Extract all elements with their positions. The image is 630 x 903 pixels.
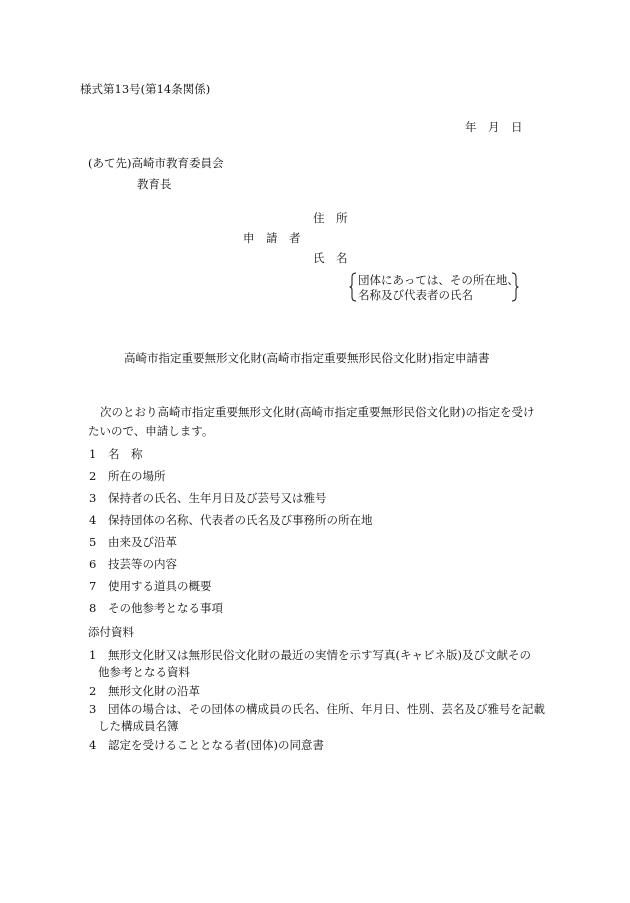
attachment-number: 4 (89, 738, 97, 752)
item-number: 7 (89, 579, 97, 593)
item-text: 保持者の氏名、生年月日及び芸号又は雅号 (108, 491, 327, 505)
item-text: その他参考となる事項 (108, 601, 223, 615)
item-number: 5 (89, 535, 97, 549)
item-text: 使用する道具の概要 (108, 579, 212, 593)
attachment-text: 無形文化財又は無形民俗文化財の最近の実情を示す写真(キャビネ版)及び文献その (108, 648, 531, 662)
item-text: 所在の場所 (108, 469, 166, 483)
item-number: 4 (89, 513, 97, 527)
attachment-text: 無形文化財の沿革 (108, 684, 200, 698)
item-number: 2 (89, 469, 97, 483)
item-number: 3 (89, 491, 97, 505)
attachment-number: 2 (89, 684, 97, 698)
addressee-title: 教育長 (137, 177, 172, 191)
addressee: (あて先)高崎市教育委員会 (88, 156, 224, 170)
note-line-1: 団体にあっては、その所在地、 (358, 273, 519, 287)
date-line: 年 月 日 (465, 120, 523, 134)
item-text: 技芸等の内容 (108, 557, 177, 571)
item-number: 6 (89, 557, 97, 571)
applicant-label: 申 請 者 (243, 231, 301, 245)
item-number: 1 (89, 447, 97, 461)
note-line-2: 名称及び代表者の氏名 (358, 288, 473, 302)
organization-note (349, 272, 519, 302)
item-number: 8 (89, 601, 97, 615)
document-title: 高崎市指定重要無形文化財(高崎市指定重要無形民俗文化財)指定申請書 (124, 351, 490, 365)
item-text: 由来及び沿革 (108, 535, 177, 549)
attachment-number: 3 (89, 702, 97, 716)
item-text: 名 称 (108, 447, 143, 461)
attachment-text: 認定を受けることとなる者(団体)の同意書 (108, 738, 324, 752)
address-label: 住 所 (313, 211, 348, 225)
attachments-heading: 添付資料 (88, 625, 134, 639)
attachment-number: 1 (89, 648, 97, 662)
form-number: 様式第13号(第14条関係) (80, 82, 211, 96)
intro-line-1: 次のとおり高崎市指定重要無形文化財(高崎市指定重要無形民俗文化財)の指定を受け (100, 405, 535, 419)
attachment-text-cont: 他参考となる資料 (98, 665, 190, 679)
name-label: 氏 名 (313, 251, 348, 265)
item-text: 保持団体の名称、代表者の氏名及び事務所の所在地 (108, 513, 373, 527)
attachment-text: 団体の場合は、その団体の構成員の氏名、住所、年月日、性別、芸名及び雅号を記載 (108, 702, 545, 716)
intro-line-2: たいので、申請します。 (88, 424, 214, 438)
attachment-text-cont: した構成員名簿 (98, 719, 179, 733)
